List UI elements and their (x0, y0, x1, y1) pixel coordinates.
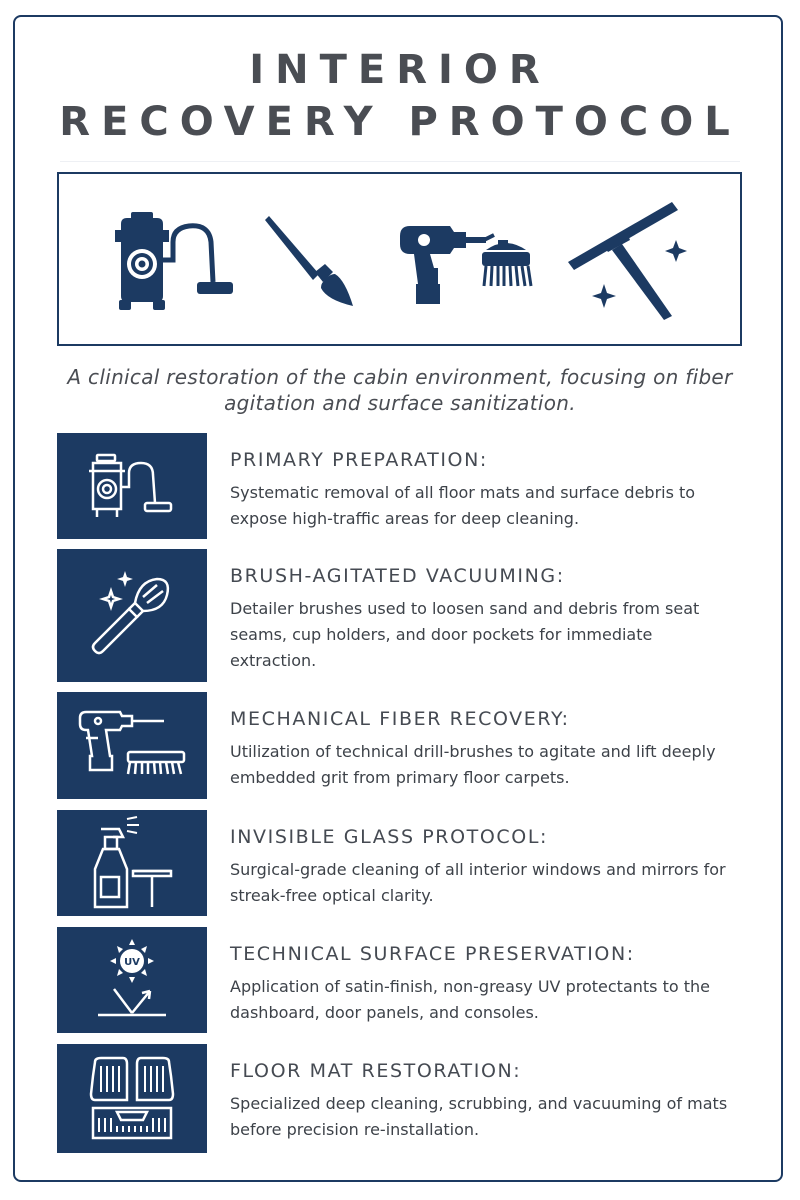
step-icon-tile (57, 549, 207, 682)
step-floor-mat-restoration (57, 1044, 747, 1153)
page-title-line-1: INTERIOR (249, 47, 551, 93)
step-icon-tile (57, 433, 207, 539)
step-technical-surface-preservation (57, 927, 747, 1033)
step-description: Application of satin-finish, non-greasy UV protectants to the dashboard, door panels, and consoles. (230, 977, 710, 1022)
step-brush-agitated-vacuuming (57, 549, 747, 682)
step-icon-tile (57, 692, 207, 799)
hero-tools-panel (57, 172, 742, 346)
step-primary-preparation (57, 433, 747, 539)
title-divider (60, 161, 740, 162)
drill-brush-icon (76, 708, 188, 784)
step-icon-tile (57, 927, 207, 1033)
detail-brush-icon (259, 214, 359, 314)
uv-label: UV (124, 957, 140, 968)
spray-squeegee-icon (87, 815, 177, 911)
step-description: Specialized deep cleaning, scrubbing, and vacuuming of mats before precision re-installation. (230, 1094, 728, 1139)
step-description: Surgical-grade cleaning of all interior windows and mirrors for streak-free optical clarity. (230, 860, 726, 905)
page-title-line-2: RECOVERY PROTOCOL (59, 99, 741, 145)
step-description: Systematic removal of all floor mats and surface debris to expose high-traffic areas for deep cleaning. (230, 483, 696, 528)
step-description: Utilization of technical drill-brushes to agitate and lift deeply embedded grit from primary floor carpets. (230, 742, 716, 787)
shop-vacuum-icon (87, 451, 177, 521)
step-title: INVISIBLE GLASS PROTOCOL: (230, 826, 549, 848)
step-icon-tile (57, 810, 207, 916)
step-description: Detailer brushes used to loosen sand and debris from seat seams, cup holders, and door pockets for immediate extraction. (230, 599, 700, 670)
tagline: A clinical restoration of the cabin environment, focusing on fiber agitation and surface sanitization. (67, 365, 733, 415)
squeegee-sparkle-icon (564, 200, 704, 325)
drill-brush-icon (394, 210, 544, 315)
floor-mats-icon (87, 1056, 177, 1142)
step-title: FLOOR MAT RESTORATION: (230, 1060, 522, 1082)
detail-brush-icon (87, 571, 177, 661)
step-title: BRUSH-AGITATED VACUUMING: (230, 565, 565, 587)
step-mechanical-fiber-recovery (57, 692, 747, 799)
step-title: TECHNICAL SURFACE PRESERVATION: (230, 943, 635, 965)
step-invisible-glass-protocol (57, 810, 747, 916)
shop-vacuum-icon (111, 208, 236, 313)
step-icon-tile (57, 1044, 207, 1153)
step-title: MECHANICAL FIBER RECOVERY: (230, 708, 570, 730)
step-title: PRIMARY PREPARATION: (230, 449, 488, 471)
uv-sun-icon (84, 935, 180, 1025)
